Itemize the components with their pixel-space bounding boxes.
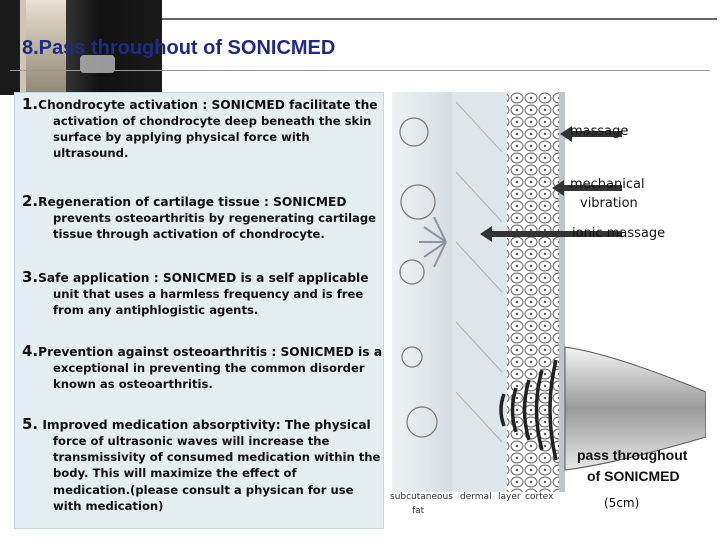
list-item <box>22 416 384 514</box>
list-item <box>22 193 384 242</box>
item-heading: Chondrocyte activation : SONICMED facilitate the <box>38 98 378 112</box>
label-fat: fat <box>412 506 425 516</box>
label-subcutaneous: subcutaneous <box>390 492 453 502</box>
label-cortex: cortex <box>525 492 554 502</box>
item-heading: Regeneration of cartilage tissue : SONICMED <box>38 195 347 209</box>
item-body: unit that uses a harmless frequency and is free from any antiphlogistic agents. <box>53 287 364 318</box>
list-item <box>22 96 384 162</box>
item-number: 3. <box>22 268 39 286</box>
diagram-illustration <box>384 92 706 529</box>
item-number: 5. <box>22 415 39 433</box>
label-vibration: vibration <box>580 196 638 211</box>
label-ionic-massage: ionic massage <box>572 226 666 241</box>
item-body: activation of chondrocyte deep beneath the skin surface by applying physical force with ultrasound. <box>53 114 372 161</box>
dermal-layer <box>452 92 507 492</box>
item-heading: Prevention against osteoarthritis : SONICMED is a <box>38 345 383 359</box>
item-heading: Improved medication absorptivity: The physical <box>38 418 371 432</box>
label-massage: massage <box>570 124 629 139</box>
item-body: prevents osteoarthritis by regenerating cartilage tissue through activation of chondrocyte. <box>53 211 377 242</box>
item-body: force of ultrasonic waves will increase the transmissivity of consumed medication within the body. This will maximize the effect of medication.(please consult a physican for use with medication) <box>53 434 381 513</box>
label-layer: layer <box>498 492 521 502</box>
label-depth: (5cm) <box>604 496 640 510</box>
label-pass-throughout: pass throughout <box>577 447 688 463</box>
top-rule <box>162 18 717 20</box>
item-number: 1. <box>22 95 39 113</box>
title-divider <box>10 70 710 71</box>
label-dermal: dermal <box>460 492 492 502</box>
skin-surface <box>559 92 565 492</box>
fat-layer <box>392 92 452 492</box>
slide-title: 8.Pass throughout of SONICMED <box>22 37 336 59</box>
item-number: 2. <box>22 192 39 210</box>
ultrasound-diagram <box>384 92 706 529</box>
label-mechanical: mechanical <box>570 177 645 192</box>
label-of-sonicmed: of SONICMED <box>587 468 680 484</box>
item-heading: Safe application : SONICMED is a self applicable <box>38 271 369 285</box>
list-item <box>22 269 384 318</box>
item-number: 4. <box>22 342 39 360</box>
item-body: exceptional in preventing the common disorder known as osteoarthritis. <box>53 361 365 392</box>
list-item <box>22 343 384 392</box>
